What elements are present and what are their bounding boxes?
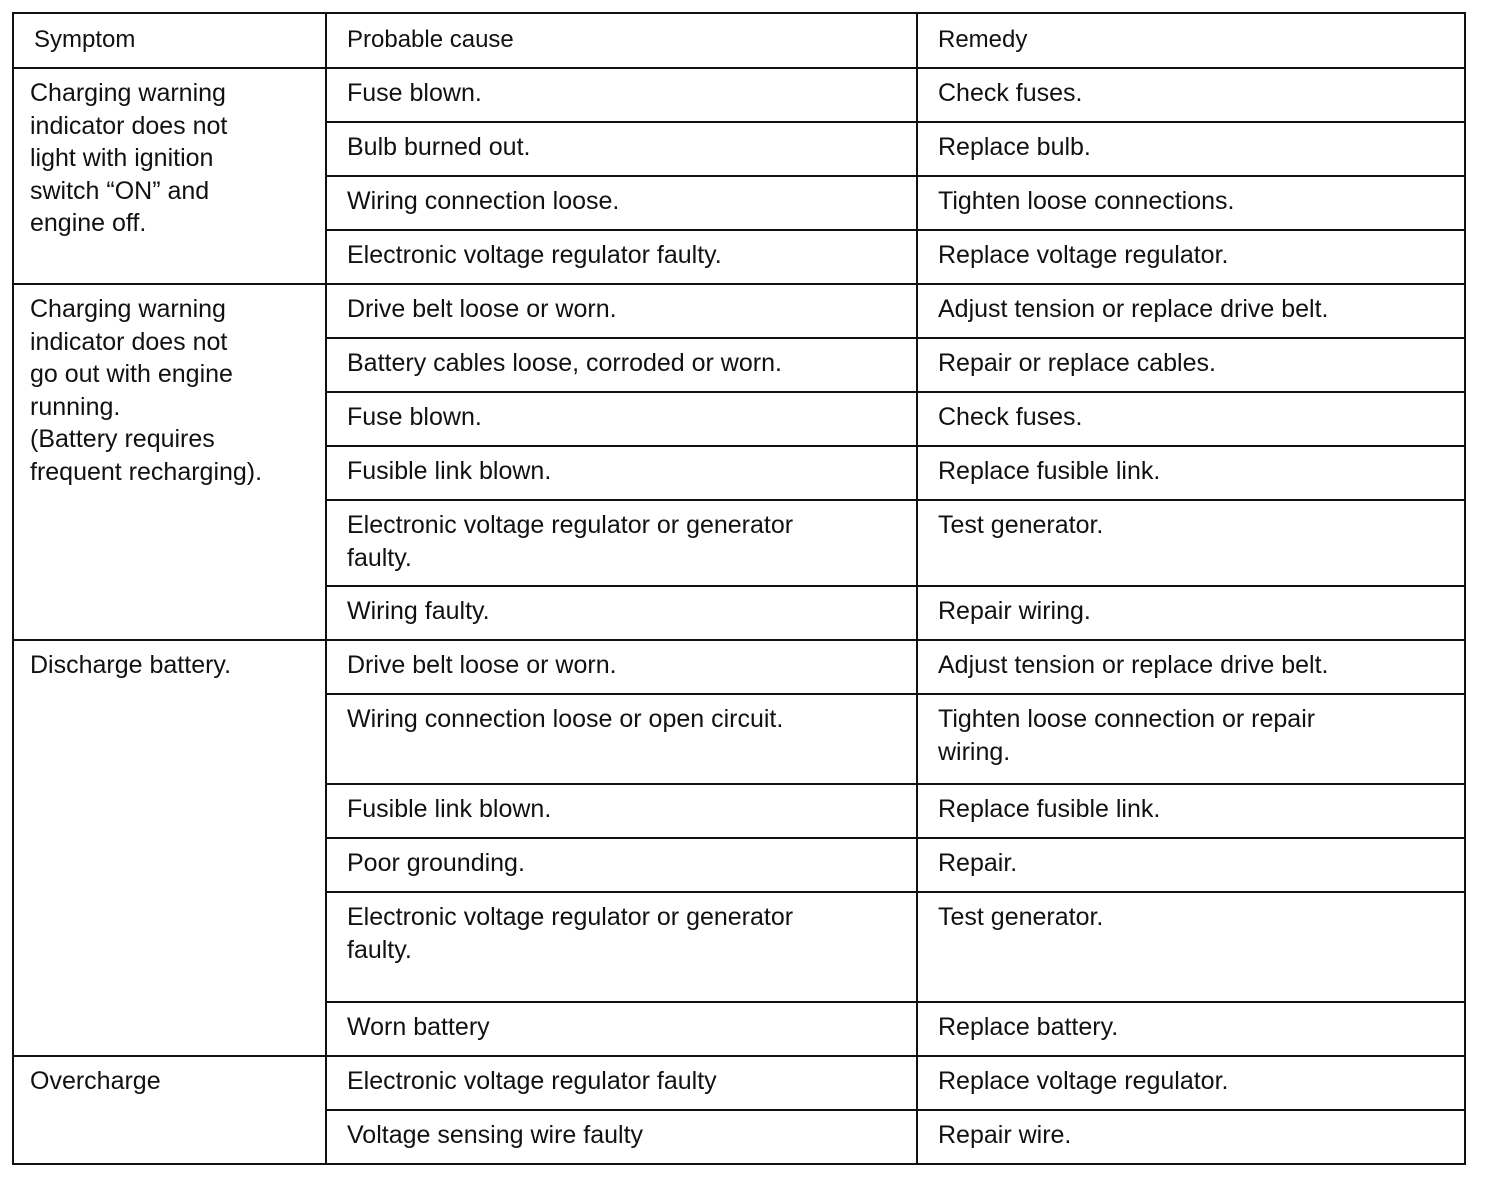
remedy-cell: Adjust tension or replace drive belt. xyxy=(917,284,1465,338)
cause-cell: Poor grounding. xyxy=(326,838,917,892)
symptom-line: running. xyxy=(30,392,121,421)
cause-cell: Wiring connection loose. xyxy=(326,176,917,230)
remedy-cell: Replace bulb. xyxy=(917,122,1465,176)
cause-cell: Drive belt loose or worn. xyxy=(326,640,917,694)
symptom-line: indicator does not xyxy=(30,111,228,140)
symptom-cell xyxy=(13,1056,326,1164)
symptom-line: Charging warning xyxy=(30,79,226,107)
remedy-cell: Repair wiring. xyxy=(917,586,1465,640)
remedy-cell: Replace voltage regulator. xyxy=(917,230,1465,284)
table-row xyxy=(13,640,1465,694)
remedy-cell: Adjust tension or replace drive belt. xyxy=(917,640,1465,694)
cause-line: faulty. xyxy=(347,543,412,572)
cause-cell xyxy=(326,892,917,1002)
symptom-line: Overcharge xyxy=(30,1067,161,1095)
remedy-header: Remedy xyxy=(917,13,1465,68)
cause-line: faulty. xyxy=(347,935,412,964)
remedy-cell: Test generator. xyxy=(917,500,1465,586)
cause-cell: Electronic voltage regulator faulty. xyxy=(326,230,917,284)
remedy-cell xyxy=(917,694,1465,784)
symptom-cell xyxy=(13,640,326,1056)
remedy-cell: Replace voltage regulator. xyxy=(917,1056,1465,1110)
symptom-header: Symptom xyxy=(13,13,326,68)
table-row xyxy=(13,1056,1465,1110)
cause-cell: Worn battery xyxy=(326,1002,917,1056)
symptom-line: frequent recharging). xyxy=(30,457,263,486)
remedy-cell: Replace fusible link. xyxy=(917,446,1465,500)
troubleshooting-table xyxy=(12,12,1466,1165)
cause-cell: Fuse blown. xyxy=(326,68,917,122)
cause-line: Electronic voltage regulator or generator xyxy=(347,903,794,931)
cause-line: Electronic voltage regulator or generator xyxy=(347,511,794,539)
cause-cell: Fusible link blown. xyxy=(326,446,917,500)
symptom-line: Charging warning xyxy=(30,295,226,323)
symptom-line: switch “ON” and xyxy=(30,176,210,205)
remedy-cell: Test generator. xyxy=(917,892,1465,1002)
symptom-line: Discharge battery. xyxy=(30,651,232,679)
remedy-cell: Repair. xyxy=(917,838,1465,892)
cause-cell: Electronic voltage regulator faulty xyxy=(326,1056,917,1110)
cause-cell: Fusible link blown. xyxy=(326,784,917,838)
cause-cell: Voltage sensing wire faulty xyxy=(326,1110,917,1164)
cause-cell xyxy=(326,500,917,586)
cause-cell: Fuse blown. xyxy=(326,392,917,446)
symptom-line: light with ignition xyxy=(30,144,214,172)
header-row xyxy=(13,13,1465,68)
symptom-cell xyxy=(13,284,326,640)
cause-cell: Wiring connection loose or open circuit. xyxy=(326,694,917,784)
table-row xyxy=(13,68,1465,122)
remedy-cell: Check fuses. xyxy=(917,392,1465,446)
remedy-cell: Repair wire. xyxy=(917,1110,1465,1164)
symptom-line: engine off. xyxy=(30,209,147,237)
cause-cell: Battery cables loose, corroded or worn. xyxy=(326,338,917,392)
cause-header: Probable cause xyxy=(326,13,917,68)
remedy-cell: Replace fusible link. xyxy=(917,784,1465,838)
table-row xyxy=(13,284,1465,338)
cause-cell: Drive belt loose or worn. xyxy=(326,284,917,338)
remedy-cell: Check fuses. xyxy=(917,68,1465,122)
remedy-line: Tighten loose connection or repair xyxy=(938,705,1316,733)
remedy-line: wiring. xyxy=(938,737,1011,766)
cause-cell: Bulb burned out. xyxy=(326,122,917,176)
remedy-cell: Repair or replace cables. xyxy=(917,338,1465,392)
remedy-cell: Replace battery. xyxy=(917,1002,1465,1056)
symptom-cell xyxy=(13,68,326,284)
symptom-line: go out with engine xyxy=(30,360,233,388)
remedy-cell: Tighten loose connections. xyxy=(917,176,1465,230)
symptom-line: indicator does not xyxy=(30,327,228,356)
symptom-line: (Battery requires xyxy=(30,425,215,453)
cause-cell: Wiring faulty. xyxy=(326,586,917,640)
